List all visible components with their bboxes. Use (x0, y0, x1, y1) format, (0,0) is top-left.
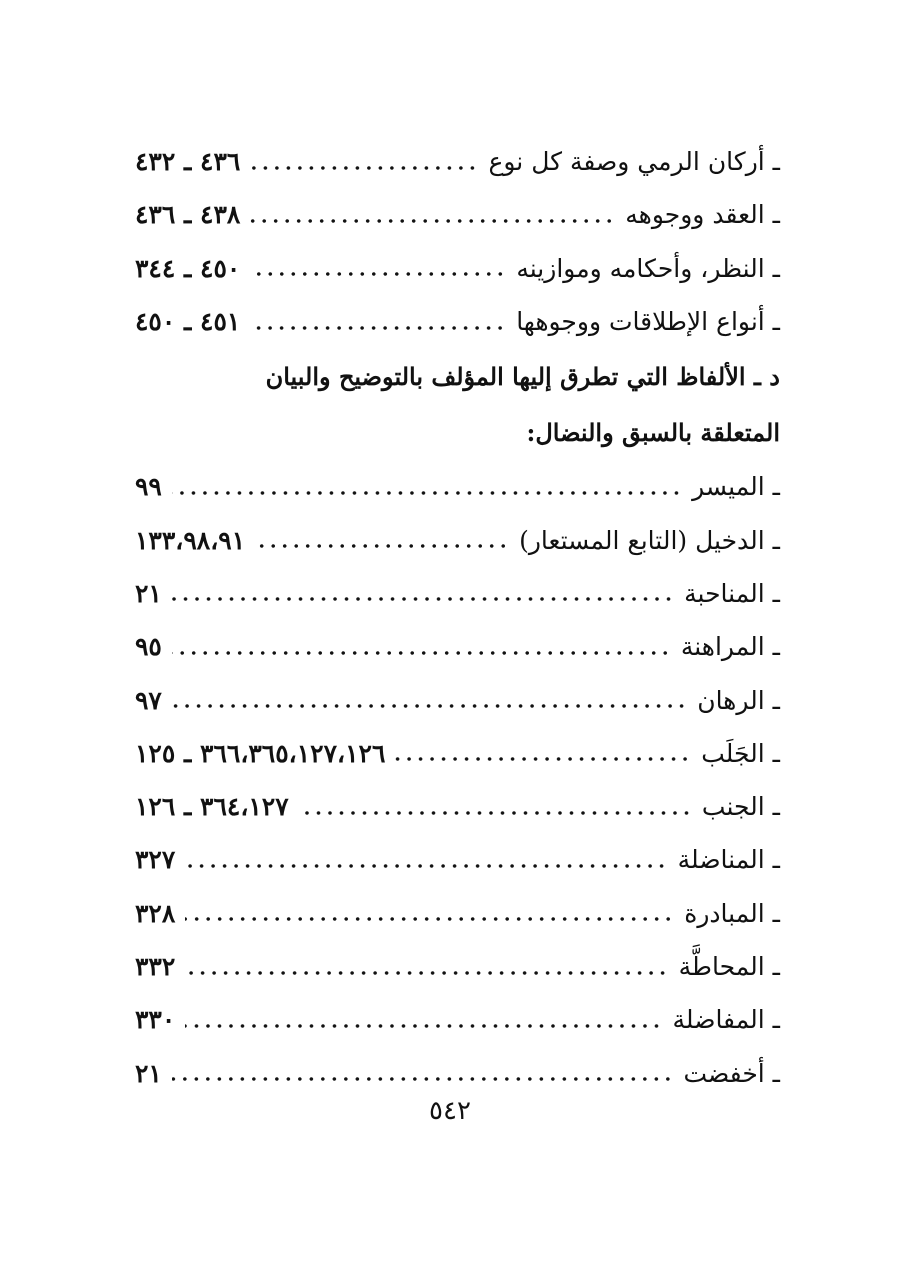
entry-term: ـ أخفضت (683, 1058, 780, 1088)
leader-dots (172, 640, 671, 665)
entry-pages: ٣٦٦،٣٦٥،١٢٧،١٢٦ ـ ١٢٥ (135, 738, 386, 768)
entry-pages: ٤٣٦ ـ ٤٣٢ (135, 147, 241, 177)
entry-pages: ٣٣٢ (135, 952, 176, 981)
entry-pages: ٣٣٠ (135, 1005, 176, 1035)
entry-term: ـ المفاضلة (672, 1005, 780, 1035)
leader-dots (250, 208, 615, 233)
entry-pages: ٩٩ (135, 472, 162, 502)
leader-dots (250, 155, 478, 180)
leader-dots (185, 960, 668, 985)
index-entry (135, 295, 780, 348)
index-entry (135, 188, 780, 241)
leader-dots (172, 480, 682, 505)
index-list (135, 135, 780, 1100)
leader-dots (185, 853, 667, 878)
entry-term: ـ العقد ووجوهه (625, 200, 780, 230)
entry-pages: ٤٣٨ ـ ٤٣٦ (135, 200, 241, 230)
leader-dots (255, 534, 509, 559)
index-entry (135, 727, 780, 780)
entry-pages: ٩٧ (135, 685, 162, 715)
index-entry (135, 833, 780, 886)
index-entry (135, 620, 780, 673)
entry-term: ـ الدخيل (التابع المستعار) (519, 525, 780, 555)
index-entry (135, 135, 780, 188)
index-entry (135, 242, 780, 295)
index-entry (135, 1046, 780, 1099)
index-entry (135, 673, 780, 726)
entry-term: ـ المناحبة (684, 578, 780, 608)
leader-dots (172, 694, 687, 719)
entry-pages: ١٣٣،٩٨،٩١ (135, 525, 246, 555)
leader-dots (172, 587, 674, 612)
entry-pages: ٤٥٠ ـ ٣٤٤ (135, 253, 241, 283)
section-heading-line2: المتعلقة بالسبق والنضال: (526, 417, 780, 447)
section-heading-line1: د ـ الألفاظ التي تطرق إليها المؤلف بالتوضيح والبيان (265, 361, 780, 391)
entry-term: ـ الرهان (697, 685, 780, 715)
leader-dots (299, 800, 692, 825)
entries-group-b (135, 460, 780, 1100)
entry-term: ـ النظر، وأحكامه وموازينه (516, 253, 780, 283)
index-entry (135, 780, 780, 833)
index-entry (135, 940, 780, 993)
entry-pages: ٩٥ (135, 632, 162, 662)
index-entry (135, 887, 780, 940)
entry-pages: ٣٢٧ (135, 845, 176, 875)
leader-dots (185, 907, 674, 932)
leader-dots (395, 747, 691, 772)
entry-pages: ٢١ (135, 578, 162, 608)
entry-term: ـ الجنب (701, 792, 780, 822)
index-entry (135, 513, 780, 566)
entry-term: ـ المبادرة (684, 898, 780, 928)
entry-term: ـ أركان الرمي وصفة كل نوع (488, 147, 780, 177)
leader-dots (172, 1067, 674, 1092)
leader-dots (250, 262, 506, 287)
entry-pages: ٣٢٨ (135, 898, 176, 928)
entry-pages: ٢١ (135, 1058, 162, 1088)
entry-term: ـ المراهنة (680, 632, 780, 662)
entry-pages: ٤٥١ ـ ٤٥٠ (135, 307, 241, 337)
entry-pages: ٣٦٤،١٢٧ ـ ١٢٦ (135, 792, 289, 822)
entry-term: ـ المناضلة (677, 845, 780, 875)
entry-term: ـ المحاطَّة (678, 952, 780, 981)
index-entry (135, 993, 780, 1046)
page-number: ٥٤٢ (429, 1096, 471, 1126)
leader-dots (185, 1013, 662, 1038)
entry-term: ـ الميسر (692, 472, 780, 502)
index-entry (135, 567, 780, 620)
index-entry (135, 460, 780, 513)
entry-term: ـ أنواع الإطلاقات ووجوهها (516, 307, 780, 337)
entry-term: ـ الجَلَب (701, 738, 780, 768)
entries-group-a (135, 135, 780, 348)
leader-dots (250, 315, 506, 340)
